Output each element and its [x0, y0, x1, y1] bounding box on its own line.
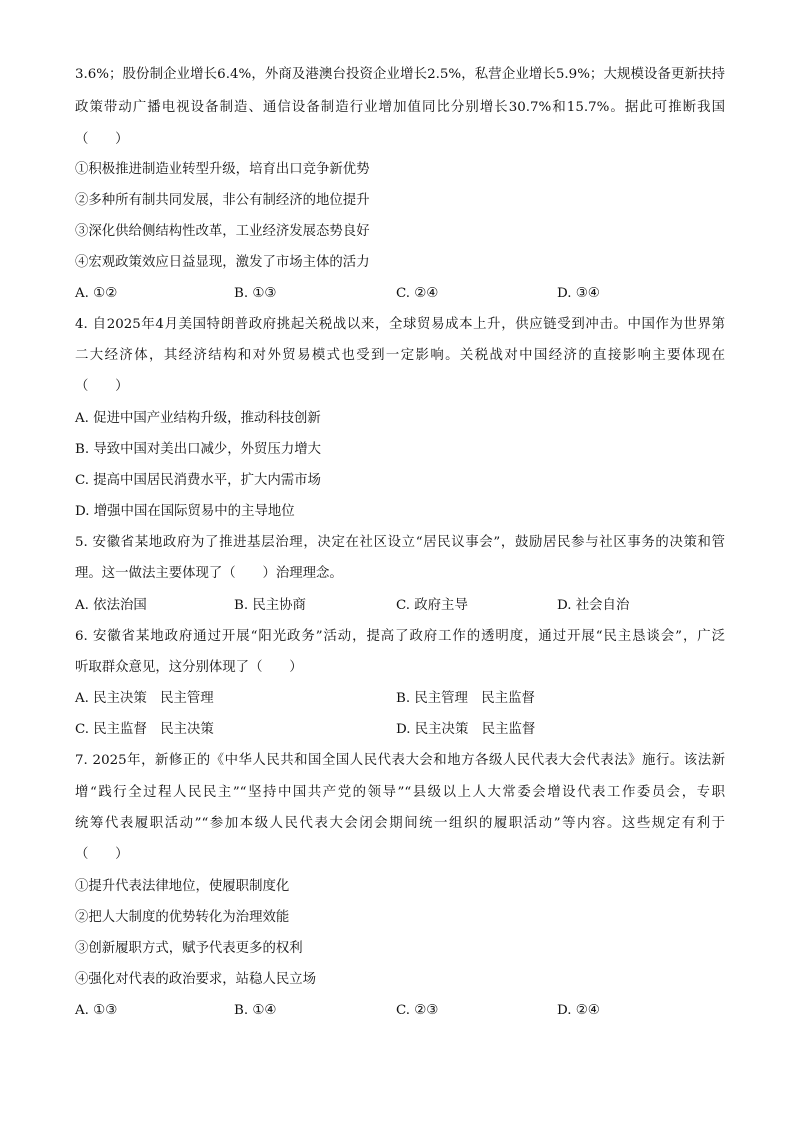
q6-stem-line-1: 6. 安徽省某地政府通过开展“阳光政务”活动，提高了政府工作的透明度，通过开展“民主恳谈会”，广泛 — [75, 629, 725, 644]
q4-option-b: B. 导致中国对美出口减少，外贸压力增大 — [75, 442, 321, 457]
q6-option-c: C. 民主监督 民主决策 — [75, 722, 214, 737]
q4-option-a: A. 促进中国产业结构升级，推动科技创新 — [75, 411, 321, 426]
q4-option-c: C. 提高中国居民消费水平，扩大内需市场 — [75, 473, 321, 488]
q7-option-b: B. ①④ — [234, 1003, 277, 1018]
q4-option-d: D. 增强中国在国际贸易中的主导地位 — [75, 504, 295, 519]
q3-answer-blank: （ ） — [75, 132, 129, 147]
q3-option-a: A. ①② — [75, 286, 118, 301]
q6-option-a: A. 民主决策 民主管理 — [75, 691, 214, 706]
q4-stem-line-1: 4. 自2025年4月美国特朗普政府挑起关税战以来，全球贸易成本上升，供应链受到冲击。中国作为世界第 — [75, 317, 725, 332]
q6-option-d: D. 民主决策 民主监督 — [396, 722, 536, 737]
q7-option-c: C. ②③ — [396, 1003, 439, 1018]
q4-stem-line-2: 二大经济体，其经济结构和对外贸易模式也受到一定影响。关税战对中国经济的直接影响主要体现在 — [75, 348, 725, 363]
q7-statement-2: ②把人大制度的优势转化为治理效能 — [75, 910, 290, 925]
q3-statement-4: ④宏观政策效应日益显现，激发了市场主体的活力 — [75, 255, 370, 270]
q7-option-a: A. ①③ — [75, 1003, 118, 1018]
q5-option-c: C. 政府主导 — [396, 598, 468, 613]
q7-statement-1: ①提升代表法律地位，使履职制度化 — [75, 879, 290, 894]
q7-statement-4: ④强化对代表的政治要求，站稳人民立场 — [75, 972, 317, 987]
q3-stem-line-2: 政策带动广播电视设备制造、通信设备制造行业增加值同比分别增长30.7%和15.7%。据此可推断我国 — [75, 100, 725, 115]
q5-option-b: B. 民主协商 — [234, 598, 306, 613]
q6-stem-line-2: 听取群众意见，这分别体现了（ ） — [75, 660, 303, 675]
q7-stem-line-2: 增“践行全过程人民民主”“坚持中国共产党的领导”“县级以上人大常委会增设代表工作委员会，专职 — [75, 785, 725, 800]
q7-stem-line-1: 7. 2025年，新修正的《中华人民共和国全国人民代表大会和地方各级人民代表大会代表法》施行。该法新 — [75, 753, 725, 768]
q7-stem-line-3: 统筹代表履职活动”“参加本级人民代表大会闭会期间统一组织的履职活动”等内容。这些规定有利于 — [75, 816, 725, 831]
q7-answer-blank: （ ） — [75, 847, 129, 862]
q3-option-d: D. ③④ — [557, 286, 600, 301]
q7-statement-3: ③创新履职方式，赋予代表更多的权利 — [75, 941, 303, 956]
q3-statement-1: ①积极推进制造业转型升级，培育出口竞争新优势 — [75, 162, 370, 177]
q4-answer-blank: （ ） — [75, 379, 129, 394]
q3-stem-line-1: 3.6%；股份制企业增长6.4%，外商及港澳台投资企业增长2.5%，私营企业增长5.9%；大规模设备更新扶持 — [75, 67, 725, 82]
q7-option-d: D. ②④ — [557, 1003, 600, 1018]
q5-option-a: A. 依法治国 — [75, 598, 147, 613]
q3-option-b: B. ①③ — [234, 286, 277, 301]
q3-statement-2: ②多种所有制共同发展，非公有制经济的地位提升 — [75, 193, 370, 208]
q3-statement-3: ③深化供给侧结构性改革，工业经济发展态势良好 — [75, 224, 370, 239]
q5-option-d: D. 社会自治 — [557, 598, 630, 613]
q5-stem-line-1: 5. 安徽省某地政府为了推进基层治理，决定在社区设立“居民议事会”，鼓励居民参与社区事务的决策和管 — [75, 535, 725, 550]
q3-option-c: C. ②④ — [396, 286, 439, 301]
q6-option-b: B. 民主管理 民主监督 — [396, 691, 535, 706]
q5-stem-line-2: 理。这一做法主要体现了（ ）治理理念。 — [75, 566, 343, 581]
